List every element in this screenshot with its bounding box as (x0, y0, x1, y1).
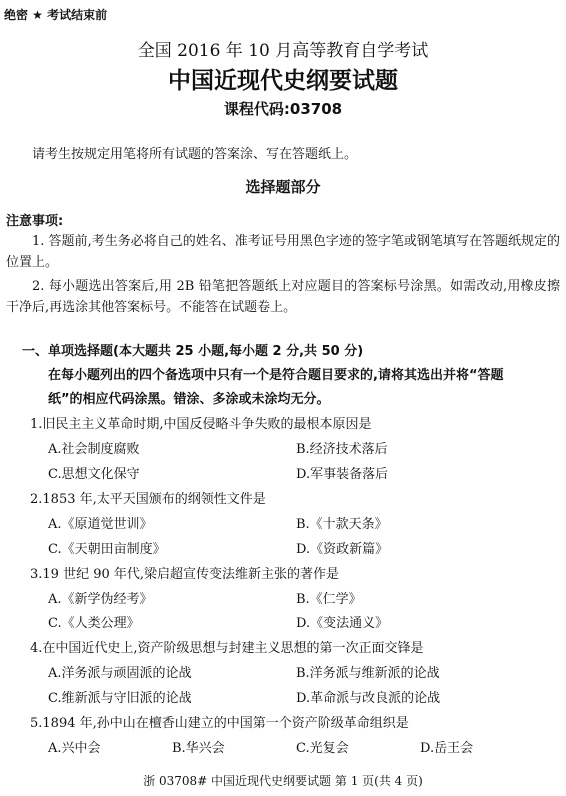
question-1-stem: 1.旧民主主义革命时期,中国反侵略斗争失败的最根本原因是 (30, 417, 372, 432)
page-footer: 浙 03708# 中国近现代史纲要试题 第 1 页(共 4 页) (143, 774, 423, 788)
question-3-option-c: C.《人类公理》 (48, 616, 140, 631)
question-5-stem: 5.1894 年,孙中山在檀香山建立的中国第一个资产阶级革命组织是 (30, 716, 409, 731)
question-5-option-b: B.华兴会 (172, 741, 225, 756)
exam-line: 全国 2016 年 10 月高等教育自学考试 (137, 41, 429, 61)
question-1-option-a: A.社会制度腐败 (48, 442, 140, 457)
question-4-option-c: C.维新派与守旧派的论战 (48, 691, 192, 706)
secret-note: 绝密 ★ 考试结束前 (4, 8, 108, 22)
question-2-option-a: A.《原道觉世训》 (48, 517, 153, 532)
notes-heading: 注意事项: (6, 214, 64, 229)
question-4-option-a: A.洋务派与顽固派的论战 (48, 666, 192, 681)
question-1-option-c: C.思想文化保守 (48, 467, 140, 482)
question-1-option-d: D.军事装备落后 (296, 467, 389, 482)
note-item-1: 1. 答题前,考生务必将自己的姓名、准考证号用黑色字迹的签字笔或钢笔填写在答题纸规定的位置上。 (6, 234, 560, 270)
instruction: 请考生按规定用笔将所有试题的答案涂、写在答题纸上。 (32, 147, 358, 162)
part1-desc-line2: 纸”的相应代码涂黑。错涂、多涂或未涂均无分。 (48, 392, 330, 407)
question-5-option-d: D.岳王会 (420, 741, 474, 756)
part1-heading: 一、单项选择题(本大题共 25 小题,每小题 2 分,共 50 分) (22, 344, 364, 359)
section-title: 选择题部分 (245, 178, 321, 196)
question-3-option-a: A.《新学伪经考》 (48, 592, 153, 607)
question-4-option-b: B.洋务派与维新派的论战 (296, 666, 440, 681)
question-5-option-c: C.光复会 (296, 741, 349, 756)
question-3-option-b: B.《仁学》 (296, 592, 362, 607)
question-3-stem: 3.19 世纪 90 年代,梁启超宣传变法维新主张的著作是 (30, 567, 340, 582)
course-code: 课程代码:03708 (223, 100, 343, 118)
note-item-2: 2. 每小题选出答案后,用 2B 铅笔把答题纸上对应题目的答案标号涂黑。如需改动,用橡皮擦干净后,再选涂其他答案标号。不能答在试题卷上。 (6, 279, 560, 315)
question-2-option-c: C.《天朝田亩制度》 (48, 542, 166, 557)
page-title: 中国近现代史纲要试题 (168, 68, 398, 94)
question-5-option-a: A.兴中会 (48, 741, 101, 756)
part1-desc-line1: 在每小题列出的四个备选项中只有一个是符合题目要求的,请将其选出并将“答题 (48, 368, 504, 383)
question-4-stem: 4.在中国近代史上,资产阶级思想与封建主义思想的第一次正面交锋是 (30, 641, 424, 656)
question-2-option-d: D.《资政新篇》 (296, 542, 389, 557)
question-4-option-d: D.革命派与改良派的论战 (296, 691, 441, 706)
question-2-stem: 2.1853 年,太平天国颁布的纲领性文件是 (30, 492, 266, 507)
question-3-option-d: D.《变法通义》 (296, 616, 389, 631)
question-2-option-b: B.《十款天条》 (296, 517, 388, 532)
question-1-option-b: B.经济技术落后 (296, 442, 388, 457)
